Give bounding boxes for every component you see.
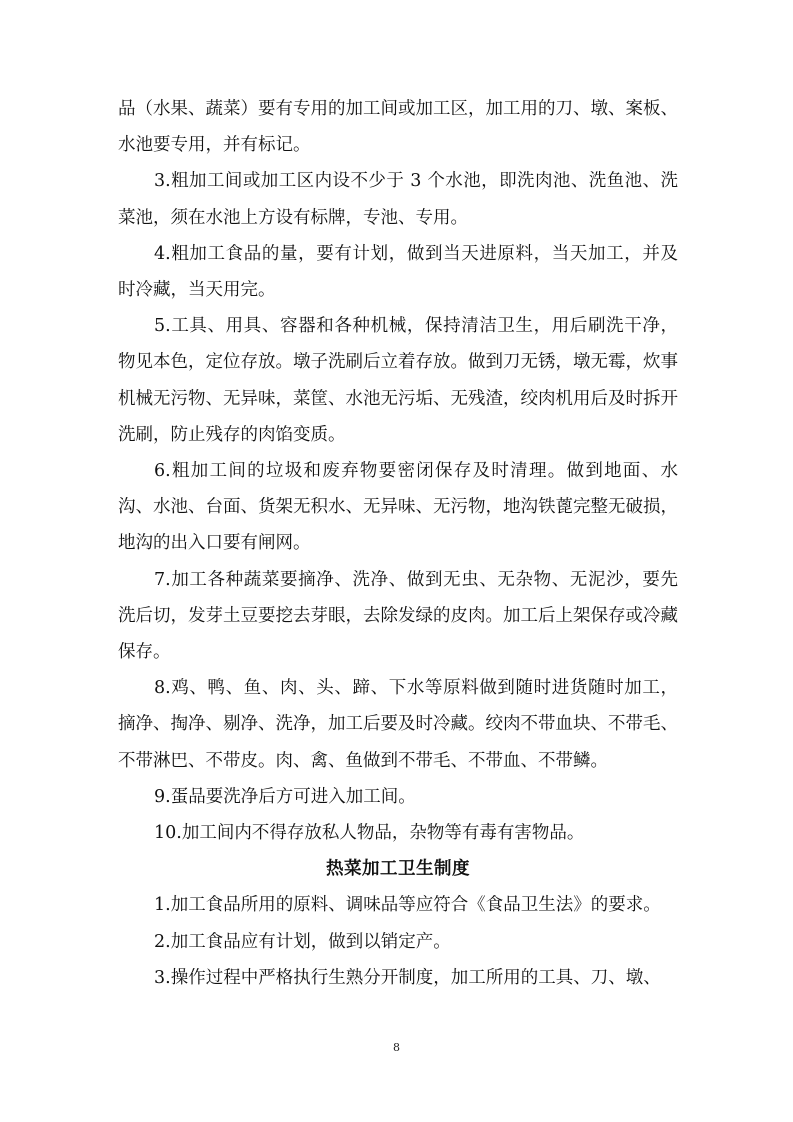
paragraph-item-4: 4.粗加工食品的量，要有计划，做到当天进原料，当天加工，并及时冷藏，当天用完。 [118, 243, 678, 301]
page-number: 8 [393, 1041, 400, 1054]
section-paragraph-item-1: 1.加工食品所用的原料、调味品等应符合《食品卫生法》的要求。 [154, 895, 661, 916]
paragraph-item-7: 7.加工各种蔬菜要摘净、洗净、做到无虫、无杂物、无泥沙，要先洗后切，发芽土豆要挖去芽眼，去除发绿的皮肉。加工后上架保存或冷藏保存。 [118, 569, 678, 663]
section-paragraph-item-2: 2.加工食品应有计划，做到以销定产。 [154, 931, 451, 952]
paragraph-item-3: 3.粗加工间或加工区内设不少于 3 个水池，即洗肉池、洗鱼池、洗菜池，须在水池上方设有标牌，专池、专用。 [118, 171, 678, 228]
paragraph-item-9: 9.蛋品要洗净后方可进入加工间。 [154, 786, 416, 807]
paragraph-continuation: 品（水果、蔬菜）要有专用的加工间或加工区，加工用的刀、墩、案板、水池要专用，并有标记。 [118, 99, 678, 156]
section-paragraph-item-3: 3.操作过程中严格执行生熟分开制度，加工所用的工具、刀、墩、 [154, 967, 661, 988]
paragraph-item-6: 6.粗加工间的垃圾和废弃物要密闭保存及时清理。做到地面、水沟、水池、台面、货架无积水、无异味、无污物，地沟铁蓖完整无破损，地沟的出入口要有闸网。 [118, 461, 678, 554]
paragraph-item-8: 8.鸡、鸭、鱼、肉、头、蹄、下水等原料做到随时进货随时加工，摘净、掏净、剔净、洗净，加工后要及时冷藏。绞肉不带血块、不带毛、不带淋巴、不带皮。肉、禽、鱼做到不带毛、不带血、不带鳞。 [118, 678, 678, 771]
page-content [118, 91, 678, 996]
section-heading: 热菜加工卫生制度 [326, 859, 470, 880]
paragraph-item-10: 10.加工间内不得存放私人物品，杂物等有毒有害物品。 [154, 823, 585, 844]
paragraph-item-5: 5.工具、用具、容器和各种机械，保持清洁卫生，用后刷洗干净，物见本色，定位存放。墩子洗刷后立着存放。做到刀无锈，墩无霉，炊事机械无污物、无异味，菜筐、水池无污垢、无残渣，绞肉机用后及时拆开洗刷，防止残存的肉馅变质。 [118, 316, 678, 445]
